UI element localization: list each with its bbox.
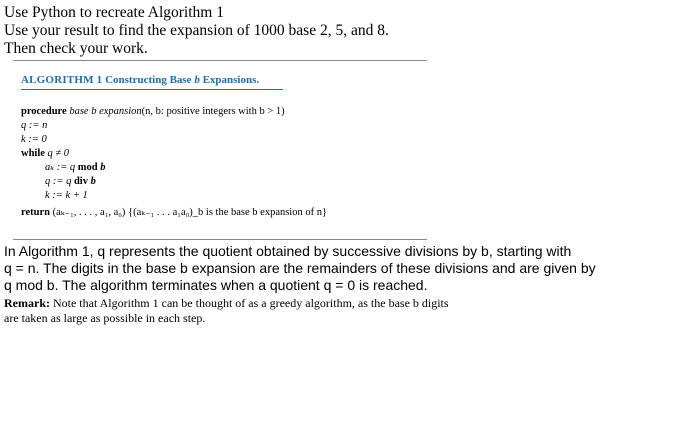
remark-label: Remark: [4,296,50,310]
prompt-line-2: Use your result to find the expansion of 1000 base 2, 5, and 8. [4,22,389,39]
return-expression: (aₖ₋₁, . . . , a₁, a₀) {(aₖ₋₁ . . . a₁a₀)_b is the base b expansion of n} [52,207,328,218]
code-line-ak-lhs: aₖ := q [45,162,76,173]
procedure-line [21,106,285,118]
while-line [21,148,69,160]
explanation-paragraph [4,243,674,294]
algorithm-title-text: Constructing Base [105,74,192,86]
prompt-line-3: Then check your work. [4,40,148,57]
while-keyword: while [21,148,45,159]
explanation-line-1: In Algorithm 1, q represents the quotient obtained by successive divisions by b, starting with [4,243,572,259]
return-keyword: return [21,207,50,218]
code-line-q-rhs: b [90,176,96,187]
prompt-line-1: Use Python to recreate Algorithm 1 [4,4,224,21]
remark-line-2: are taken as large as possible in each step. [4,310,206,325]
explanation-line-3: q mod b. The algorithm terminates when a quotient q = 0 is reached. [4,277,428,293]
code-line-ak [45,162,106,174]
div-keyword: div [73,176,88,187]
while-condition: q ≠ 0 [47,148,70,159]
code-line-k-init: k := 0 [21,134,47,145]
mod-keyword: mod [77,162,98,173]
code-line-k-inc: k := k + 1 [45,190,88,201]
algorithm-title-var: b [194,74,200,86]
explanation-line-2: q = n. The digits in the base b expansion are the remainders of these divisions and are given by [4,260,596,276]
algorithm-title-prefix: ALGORITHM 1 [21,74,103,86]
code-line-ak-rhs: b [100,162,106,173]
remark-paragraph [4,296,674,325]
code-line-q-init: q := n [21,120,48,131]
remark-line-1: Note that Algorithm 1 can be thought of as a greedy algorithm, as the base b digits [52,296,449,310]
task-prompt [4,4,664,58]
algorithm-title [21,74,283,90]
procedure-args: (n, b: positive integers with b > 1) [141,106,285,117]
procedure-keyword: procedure [21,106,67,117]
return-line [21,207,327,219]
code-line-q-div [45,176,96,188]
algorithm-title-suffix: Expansions. [202,74,260,86]
procedure-name: base b expansion [69,106,142,117]
code-line-q-lhs: q := q [45,176,72,187]
algorithm-box [13,60,427,240]
